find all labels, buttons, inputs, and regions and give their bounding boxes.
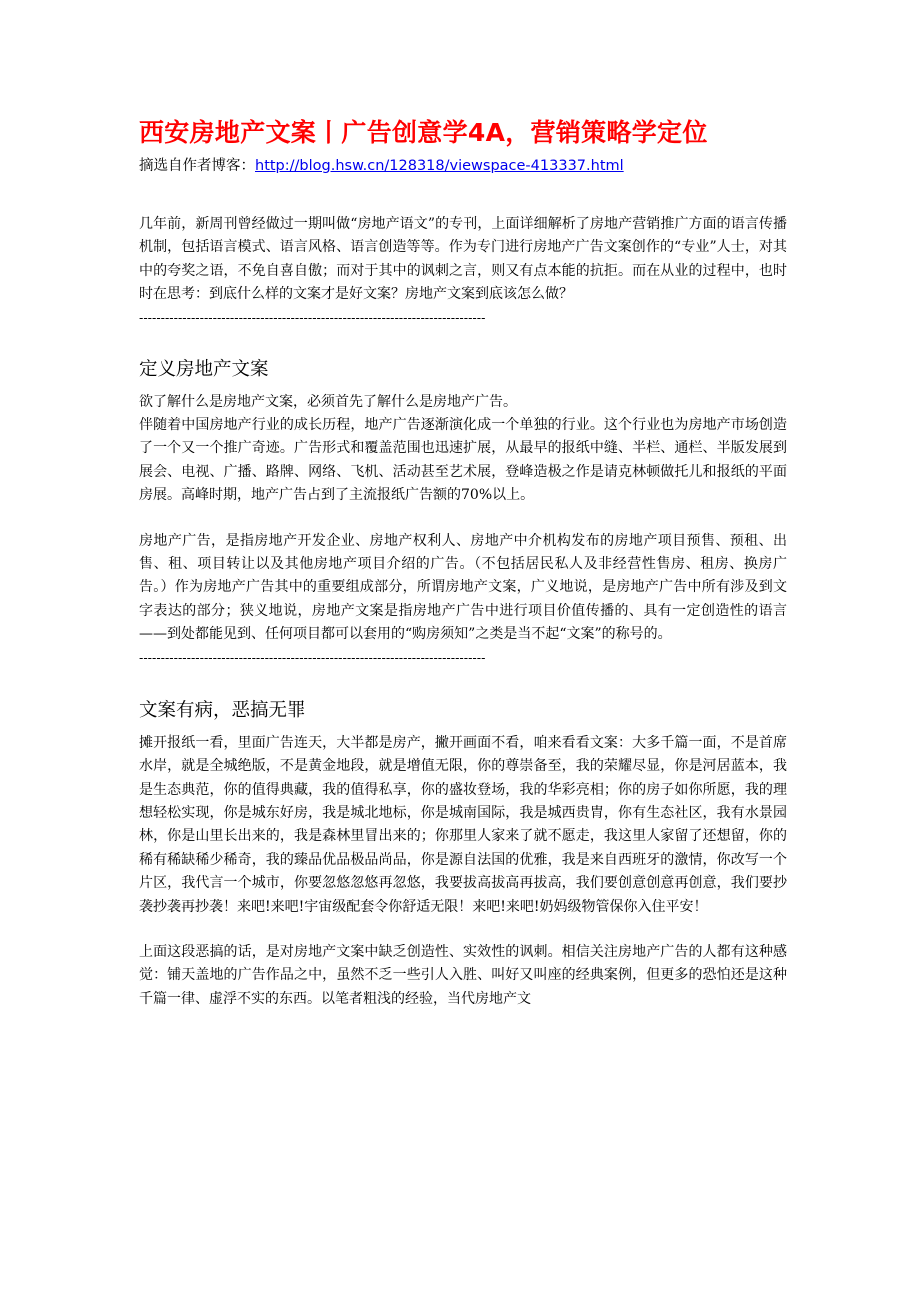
divider-2: --------------------------------------------------------------------------------: [139, 650, 486, 665]
document-page: [139, 115, 787, 1011]
section-heading-parody: 文案有病，恶搞无罪: [139, 699, 306, 721]
divider-1: --------------------------------------------------------------------------------: [139, 310, 486, 325]
section2-paragraph-1: 摊开报纸一看，里面广告连天，大半都是房产，撇开画面不看，咱来看看文案：大多千篇一面，不是首席水岸，就是全城绝版，不是黄金地段，就是增值无限，你的尊崇备至，我的荣耀尽显，你是河居蓝本，我是生态典范，你的值得典藏，我的值得私享，你的盛妆登场，我的华彩亮相；你的房子如你所愿，我的理想轻松实现，你是城东好房，我是城北地标，你是城南国际，我是城西贵胄，你有生态社区，我有水景园林，你是山里长出来的，我是森林里冒出来的；你那里人家来了就不愿走，我这里人家留了还想留，你的稀有稀缺稀少稀奇，我的臻品优品极品尚品，你是源自法国的优雅，我是来自西班牙的激情，你改写一个片区，我代言一个城市，你要忽悠忽悠再忽悠，我要拔高拔高再拔高，我们要创意创意再创意，我们要抄袭抄袭再抄袭！来吧!来吧!宇宙级配套令你舒适无限！来吧!来吧!奶妈级物管保你入住平安！: [139, 734, 787, 915]
intro-paragraph: 几年前，新周刊曾经做过一期叫做“房地产语文”的专刊，上面详细解析了房地产营销推广方面的语言传播机制，包括语言模式、语言风格、语言创造等等。作为专门进行房地产广告文案创作的“专业”人士，对其中的夸奖之语，不免自喜自傲；而对于其中的讽刺之言，则又有点本能的抗拒。而在从业的过程中，也时时在思考：到底什么样的文案才是好文案？房地产文案到底该怎么做？: [139, 216, 787, 303]
section1-paragraph-2: 伴随着中国房地产行业的成长历程，地产广告逐渐演化成一个单独的行业。这个行业也为房地产市场创造了一个又一个推广奇迹。广告形式和覆盖范围也迅速扩展，从最早的报纸中缝、半栏、通栏、半版发展到展会、电视、广播、路牌、网络、飞机、活动甚至艺术展，登峰造极之作是请克林顿做托儿和报纸的平面房展。高峰时期，地产广告占到了主流报纸广告额的70%以上。: [139, 417, 787, 504]
source-prefix: 摘选自作者博客：: [139, 158, 255, 174]
section1-paragraph-3: 房地产广告，是指房地产开发企业、房地产权利人、房地产中介机构发布的房地产项目预售、预租、出售、租、项目转让以及其他房地产项目介绍的广告。（不包括居民私人及非经营性售房、租房、换房广告。）作为房地产广告其中的重要组成部分，所谓房地产文案，广义地说，是房地产广告中所有涉及到文字表达的部分；狭义地说，房地产文案是指房地产广告中进行项目价值传播的、具有一定创造性的语言——到处都能见到、任何项目都可以套用的“购房须知”之类是当不起“文案”的称号的。: [139, 532, 787, 643]
section-heading-definition: 定义房地产文案: [139, 358, 269, 380]
section2-paragraph-2: 上面这段恶搞的话，是对房地产文案中缺乏创造性、实效性的讽刺。相信关注房地产广告的人都有这种感觉：铺天盖地的广告作品之中，虽然不乏一些引人入胜、叫好又叫座的经典案例，但更多的恐怕还是这种千篇一律、虚浮不实的东西。以笔者粗浅的经验，当代房地产文: [139, 943, 787, 1007]
source-line: [139, 156, 787, 176]
section1-paragraph-1: 欲了解什么是房地产文案，必须首先了解什么是房地产广告。: [139, 393, 517, 410]
page-title: 西安房地产文案丨广告创意学4A，营销策略学定位: [139, 118, 708, 147]
source-link[interactable]: http://blog.hsw.cn/128318/viewspace-413337.html: [255, 158, 624, 174]
